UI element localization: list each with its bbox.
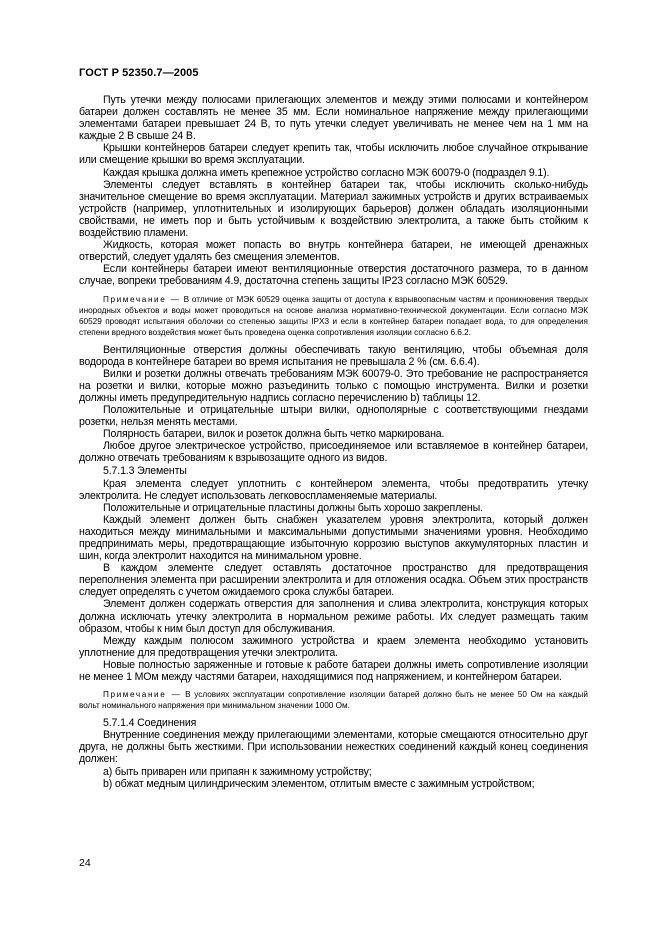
note: [79, 294, 588, 338]
paragraph: Положительные и отрицательные пластины должны быть хорошо закреплены.: [103, 501, 483, 514]
paragraph: Жидкость, которая может попасть во внутрь контейнера батареи, не имеющей дренажных отверстий, следует удалять без смещения элементов.: [79, 239, 588, 264]
paragraph: В каждом элементе следует оставлять достаточное пространство для предотвращения переполнения элемента при расширении электролита и для отложения осадка. Объем этих пространств следует определять с учетом ожидаемого срока службы батареи.: [79, 562, 588, 599]
paragraph: Крышки контейнеров батареи следует крепить так, чтобы исключить любое случайное открывание или смещение крышки во время эксплуатации.: [79, 142, 588, 167]
note: [79, 689, 588, 711]
paragraph: Элементы следует вставлять в контейнер батареи так, чтобы исключить сколько-нибудь значительное смещение во время эксплуатации. Материал зажимных устройств и других встраиваемых устройств (например, уплотнительных и изолирующих барьеров) должен обладать изоляционными свойствами, не иметь пор и быть устойчивым к воздействию электролита, а также быть стойким к воздействию пламени.: [79, 178, 588, 240]
section-heading: 5.7.1.3 Элементы: [103, 465, 187, 478]
note-text: В отличие от МЭК 60529 оценка защиты от доступа к взрывоопасным частям и проникновения твердых инородных объектов и воды может проводиться на основе анализа нормативно-технической документации. Если согласно МЭК 60529 проводят испытания оболочки со степенью защиты IPX3 и если в контейнер батареи попадает вода, то для определения степени вредного воздействия может быть проведена оценка сопротивления изоляции согласно 6.6.2.: [79, 294, 588, 337]
paragraph: Вилки и розетки должны отвечать требованиям МЭК 60079-0. Это требование не распространяется на розетки и вилки, которые можно разъединить только с помощью инструмента. Вилки и розетки должны иметь предупредительную надпись согласно перечислению b) таблицы 12.: [79, 367, 588, 404]
paragraph: Внутренние соединения между прилегающими элементами, которые смещаются относительно друг друга, не должны быть жесткими. При использовании нежестких соединений каждый конец соединения должен:: [79, 729, 588, 766]
paragraph: Края элемента следует уплотнить с контейнером элемента, чтобы предотвратить утечку электролита. Не следует использовать легковоспламеняемые материалы.: [79, 477, 588, 502]
paragraph: Между каждым полюсом зажимного устройства и краем элемента необходимо установить уплотнение для предотвращения утечки электролита.: [79, 634, 588, 659]
paragraph: Полярность батареи, вилок и розеток должна быть четко маркирована.: [103, 428, 445, 441]
note-label: Примечание —: [103, 690, 182, 700]
paragraph: Элемент должен содержать отверстия для заполнения и слива электролита, конструкция которых должна исключать утечку электролита в нормальном режиме работы. Их следует размещать таким образом, чтобы к ним был доступ для обслуживания.: [79, 598, 588, 635]
document-header: ГОСТ Р 52350.7—2005: [79, 67, 199, 79]
page-number: 24: [79, 857, 91, 869]
paragraph: Путь утечки между полюсами прилегающих элементов и между этими полюсами и контейнером батареи должен составлять не менее 35 мм. Если номинальное напряжение между прилегающими элементами батареи превышает 24 В, то путь утечки следует увеличивать не менее чем на 1 мм на каждые 2 В свыше 24 В.: [79, 94, 588, 143]
paragraph: Каждый элемент должен быть снабжен указателем уровня электролита, который должен находиться между минимальными и максимальными допустимыми значениями уровня. Необходимо предпринимать меры, предотвращающие избыточную коррозию выступов аккумуляторных пластин и шин, когда электролит находится на минимальном уровне.: [79, 513, 588, 563]
list-item: a) быть приварен или припаян к зажимному устройству;: [103, 765, 372, 778]
paragraph: Вентиляционные отверстия должны обеспечивать такую вентиляцию, чтобы объемная доля водорода в контейнере батареи во время испытания не превышала 2 % (см. 6.6.4).: [79, 343, 588, 368]
section-heading: 5.7.1.4 Соединения: [103, 717, 197, 730]
paragraph: Новые полностью заряженные и готовые к работе батареи должны иметь сопротивление изоляции не менее 1 МОм между частями батареи, находящимися под напряжением, и контейнером батареи.: [79, 658, 588, 684]
paragraph: Если контейнеры батареи имеют вентиляционные отверстия достаточного размера, то в данном случае, вопреки требованиям 4.9, достаточна степень защиты IP23 согласно МЭК 60529.: [79, 263, 588, 288]
paragraph: Каждая крышка должна иметь крепежное устройство согласно МЭК 60079-0 (подраздел 9.1).: [103, 166, 550, 179]
document-body: [79, 94, 588, 790]
paragraph: Положительные и отрицательные штыри вилки, однополярные с соответствующими гнездами розетки, нельзя менять местами.: [79, 403, 588, 429]
list-item: b) обжат медным цилиндрическим элементом, отлитым вместе с зажимным устройством;: [103, 777, 535, 790]
note-text: В условиях эксплуатации сопротивление изоляции батарей должно быть не менее 50 Ом на каждый вольт номинального напряжения при минимальном значении 1000 Ом.: [79, 690, 588, 711]
note-label: Примечание —: [103, 294, 181, 304]
paragraph: Любое другое электрическое устройство, присоединяемое или вставляемое в контейнер батареи, должно отвечать требованиям к взрывозащите одного из видов.: [79, 440, 588, 465]
